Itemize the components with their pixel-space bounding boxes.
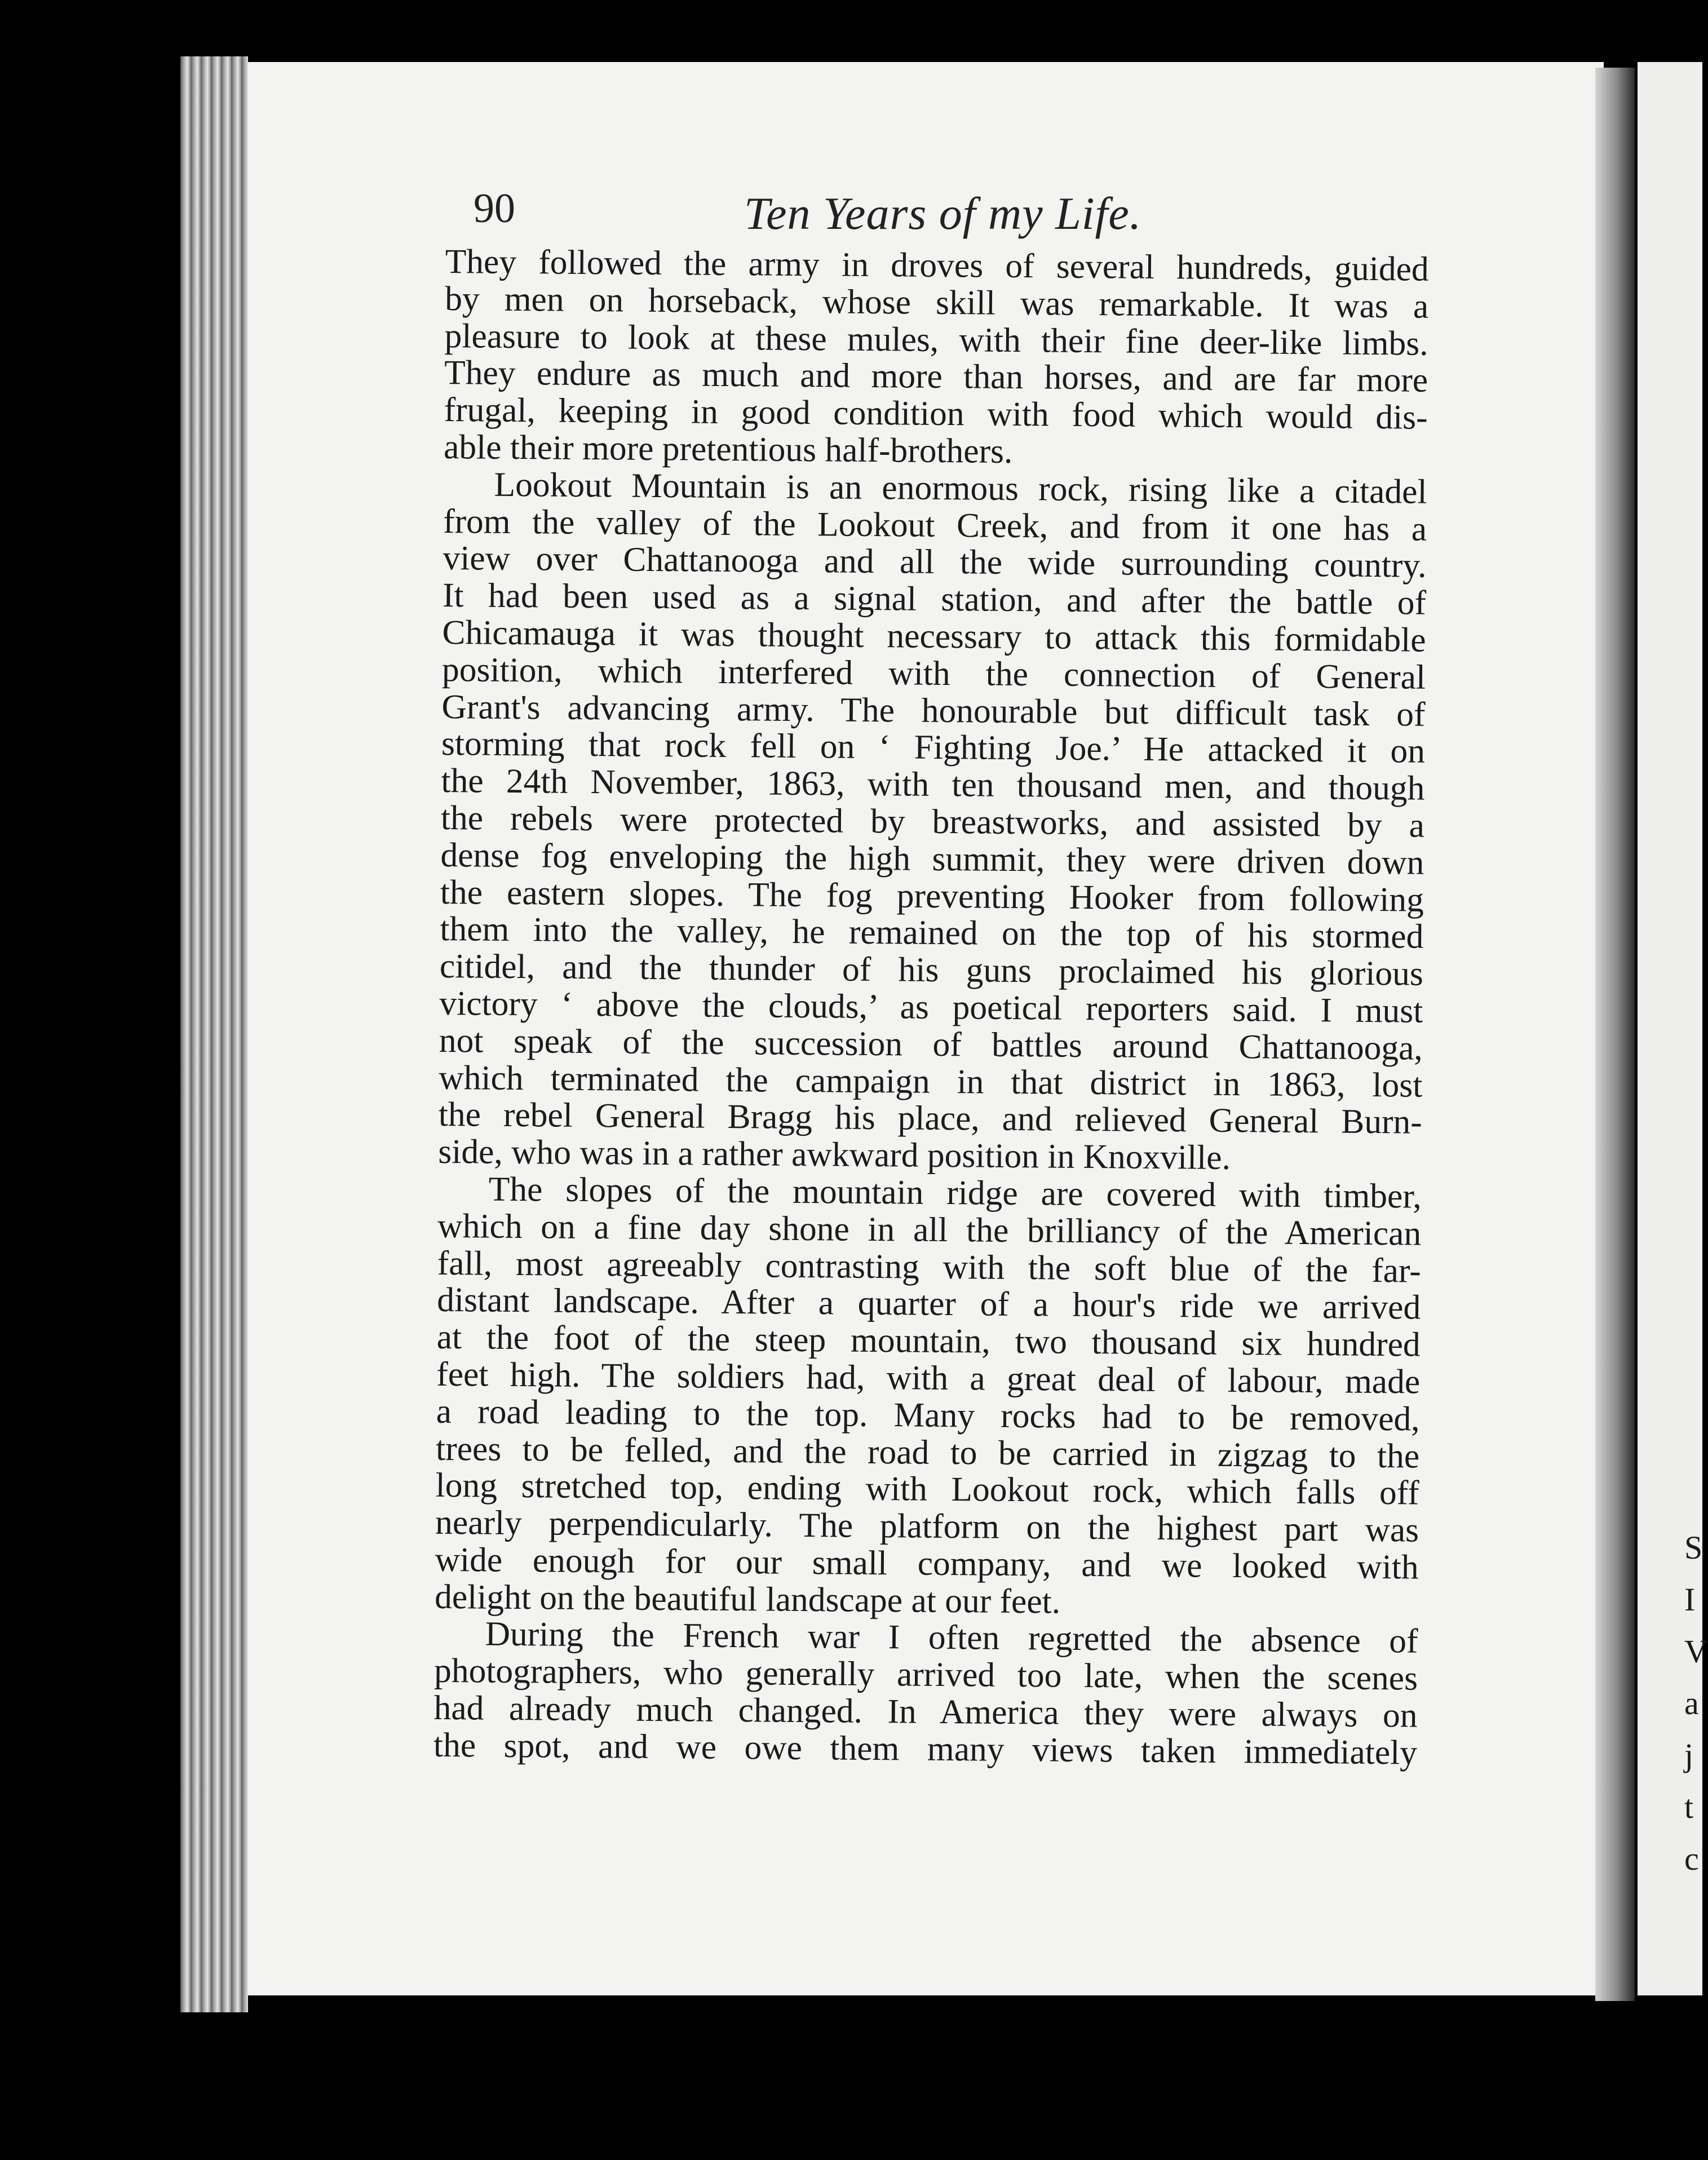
text-line: which on a fine day shone in all the brilliancy of the American [437, 1206, 1422, 1253]
text-line: delight on the beautiful landscape at our feet. [434, 1577, 1061, 1621]
text-line: by men on horseback, whose skill was remarkable. It was a [444, 279, 1429, 326]
page-edges-left [180, 56, 248, 2012]
text-line: During the French war I often regretted the absence of [485, 1615, 1418, 1661]
text-line: long stretched top, ending with Lookout rock, which falls off [435, 1466, 1419, 1512]
text-line: feet high. The soldiers had, with a great deal of labour, made [436, 1355, 1421, 1401]
text-line: It had been used as a signal station, and after the battle of [442, 576, 1427, 622]
text-line: distant landscape. After a quarter of a hour's ride we arrived [437, 1281, 1421, 1327]
running-title: Ten Years of my Life. [744, 188, 1142, 239]
text-line: frugal, keeping in good condition with food which would dis- [444, 391, 1428, 437]
text-line: trees to be felled, and the road to be carried in zigzag to the [435, 1429, 1420, 1476]
next-page-letter: a [1684, 1685, 1699, 1721]
text-line: had already much changed. In America they were always on [433, 1688, 1418, 1735]
text-line: the 24th November, 1863, with ten thousand men, and though [441, 762, 1425, 808]
text-line: able their more pretentious half-brothers. [443, 427, 1013, 471]
next-page-letters [1684, 1522, 1708, 1885]
text-line: the eastern slopes. The fog preventing Hooker from following [440, 873, 1424, 919]
text-line: They followed the army in droves of several hundreds, guided [445, 242, 1429, 289]
text-line: position, which interfered with the connection of General [441, 650, 1426, 697]
text-line: storming that rock fell on ‘ Fighting Joe.’ He attacked it on [441, 724, 1426, 771]
text-line: the rebels were protected by breastworks, and assisted by a [440, 798, 1425, 845]
text-line: citidel, and the thunder of his guns proclaimed his glorious [439, 947, 1424, 993]
next-page-letter: j [1684, 1737, 1694, 1773]
text-line: wide enough for our small company, and we looked with [435, 1540, 1419, 1587]
text-line: Grant's advancing army. The honourable but difficult task of [441, 687, 1426, 734]
text-line: the rebel General Bragg his place, and relieved General Burn- [438, 1095, 1423, 1141]
text-line: side, who was in a rather awkward position in Knoxville. [438, 1132, 1231, 1178]
text-line: from the valley of the Lookout Creek, and from it one has a [443, 502, 1427, 548]
spine-shadow [1595, 68, 1635, 2001]
text-line: Lookout Mountain is an enormous rock, rising like a citadel [494, 465, 1427, 511]
body-text [433, 244, 1429, 1772]
text-line: which terminated the campaign in that district in 1863, lost [439, 1058, 1423, 1105]
text-line: dense fog enveloping the high summit, they were driven down [440, 835, 1424, 882]
text-line: They endure as much and more than horses, and are far more [444, 353, 1428, 400]
text-line: The slopes of the mountain ridge are covered with timber, [488, 1170, 1422, 1216]
text-line: pleasure to look at these mules, with their fine deer-like limbs. [444, 316, 1428, 363]
text-line: Chicamauga it was thought necessary to attack this formidable [442, 613, 1426, 659]
text-line: the spot, and we owe them many views taken immediately [433, 1725, 1418, 1772]
text-line: a road leading to the top. Many rocks had to be removed, [436, 1392, 1420, 1438]
page-number: 90 [474, 185, 515, 232]
text-line: photographers, who generally arrived too late, when the scenes [433, 1652, 1418, 1698]
next-page-letter: V [1684, 1633, 1708, 1670]
text-line: victory ‘ above the clouds,’ as poetical reporters said. I must [439, 984, 1423, 1030]
running-head [474, 175, 1607, 254]
next-page-letter: I [1684, 1581, 1696, 1618]
text-line: fall, most agreeably contrasting with the soft blue of the far- [437, 1243, 1422, 1290]
next-page-letter: c [1684, 1840, 1699, 1877]
text-line: them into the valley, he remained on the top of his stormed [440, 910, 1424, 957]
text-line: nearly perpendicularly. The platform on the highest part was [435, 1503, 1419, 1550]
next-page-letter: S [1684, 1529, 1703, 1566]
next-page-letter: t [1684, 1789, 1694, 1825]
text-line: view over Chattanooga and all the wide surrounding country. [443, 539, 1427, 586]
text-line: not speak of the succession of battles around Chattanooga, [439, 1021, 1423, 1068]
text-line: at the foot of the steep mountain, two thousand six hundred [436, 1318, 1421, 1364]
